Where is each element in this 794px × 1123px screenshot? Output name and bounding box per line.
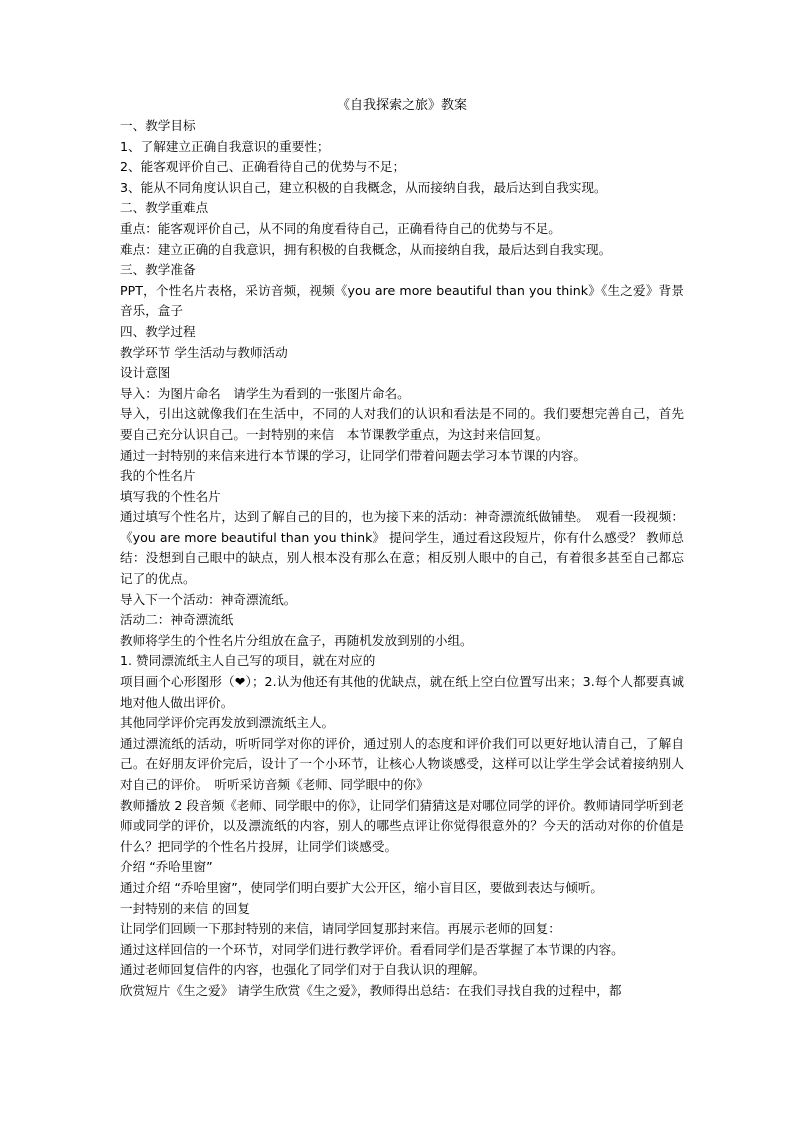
process-line: 介绍 “乔哈里窗”: [120, 859, 213, 875]
process-line: 设计意图: [120, 365, 171, 381]
process-line: 让同学们回顾一下那封特别的来信，请同学回复那封来信。再展示老师的回复：: [120, 921, 561, 937]
goal-item: 1、了解建立正确自我意识的重要性；: [120, 138, 330, 154]
process-line: 导入：为图片命名 请学生为看到的一张图片命名。: [120, 385, 410, 401]
key-point-focus: 重点：能客观评价自己，从不同的角度看待自己，正确看待自己的优势与不足。: [120, 220, 561, 236]
goal-item: 3、能从不同角度认识自己，建立积极的自我概念，从而接纳自我，最后达到自我实现。: [120, 179, 607, 195]
process-line: 其他同学评价完再发放到漂流纸主人。: [120, 715, 335, 731]
process-line: 一封特别的来信 的回复: [120, 900, 250, 916]
process-line: 教师播放 2 段音频《老师、同学眼中的你》，让同学们猜猜这是对哪位同学的评价。教师请同学听到老师或同学的评价，以及漂流纸的内容，别人的哪些点评让你觉得很意外的？今天的活动对你的价值是什么？把同学的个性名片投屏，让同学们谈感受。: [120, 797, 684, 854]
process-line: 我的个性名片: [120, 468, 196, 484]
process-line: 通过老师回复信件的内容，也强化了同学们对于自我认识的理解。: [120, 962, 486, 978]
document-page: [120, 96, 684, 1002]
process-line: 教师将学生的个性名片分组放在盒子，再随机发放到别的小组。: [120, 632, 473, 648]
process-line: 教学环节 学生活动与教师活动: [120, 344, 288, 360]
goal-item: 2、能客观评价自己、正确看待自己的优势与不足；: [120, 159, 406, 175]
process-line: 项目画个心形图形（❤）；2.认为他还有其他的优缺点，就在纸上空白位置写出来；3.每个人都要真诚地对他人做出评价。: [120, 674, 684, 710]
process-line: 通过填写个性名片，达到了解自己的目的，也为接下来的活动：神奇漂流纸做铺垫。 观看一段视频：《you are more beautiful than you think》 提问学生，通过看这段短片，你有什么感受？ 教师总结：没想到自己眼中的缺点，别人根本没有那么在意；相反别人眼中的自己，有着很多甚至自己都忘记了的优点。: [120, 509, 684, 587]
section-heading-key-points: 二、教学重难点: [120, 200, 209, 216]
section-heading-process: 四、教学过程: [120, 323, 196, 339]
preparation-text: PPT，个性名片表格，采访音频，视频《you are more beautiful than you think》《生之爱》背景音乐，盒子: [120, 282, 684, 319]
section-heading-goals: 一、教学目标: [120, 118, 196, 133]
process-line: 填写我的个性名片: [120, 488, 221, 504]
process-line: 通过介绍 “乔哈里窗”，使同学们明白要扩大公开区，缩小盲目区，要做到表达与倾听。: [120, 879, 604, 895]
process-line: 通过一封特别的来信来进行本节课的学习，让同学们带着问题去学习本节课的内容。: [120, 447, 586, 463]
process-line: 1. 赞同漂流纸主人自己写的项目，就在对应的: [120, 653, 376, 669]
process-line: 活动二：神奇漂流纸: [120, 612, 234, 628]
section-heading-preparation: 三、教学准备: [120, 262, 196, 278]
document-title: 《自我探索之旅》教案: [336, 98, 467, 113]
process-line: 导入，引出这就像我们在生活中，不同的人对我们的认识和看法是不同的。我们要想完善自己，首先要自己充分认识自己。一封特别的来信 本节课教学重点，为这封来信回复。: [120, 406, 684, 442]
process-line: 欣赏短片《生之爱》 请学生欣赏《生之爱》，教师得出总结：在我们寻找自我的过程中，都: [120, 982, 622, 998]
process-line: 通过漂流纸的活动，听听同学对你的评价，通过别人的态度和评价我们可以更好地认清自己，了解自己。在好朋友评价完后，设计了一个小环节，让核心人物谈感受，这样可以让学生学会试着接纳别人对自己的评价。 听听采访音频《老师、同学眼中的你》: [120, 735, 684, 792]
process-line: 导入下一个活动：神奇漂流纸。: [120, 591, 297, 607]
key-point-difficulty: 难点：建立正确的自我意识，拥有积极的自我概念，从而接纳自我，最后达到自我实现。: [120, 241, 612, 257]
process-line: 通过这样回信的一个环节，对同学们进行教学评价。看看同学们是否掌握了本节课的内容。: [120, 941, 624, 957]
